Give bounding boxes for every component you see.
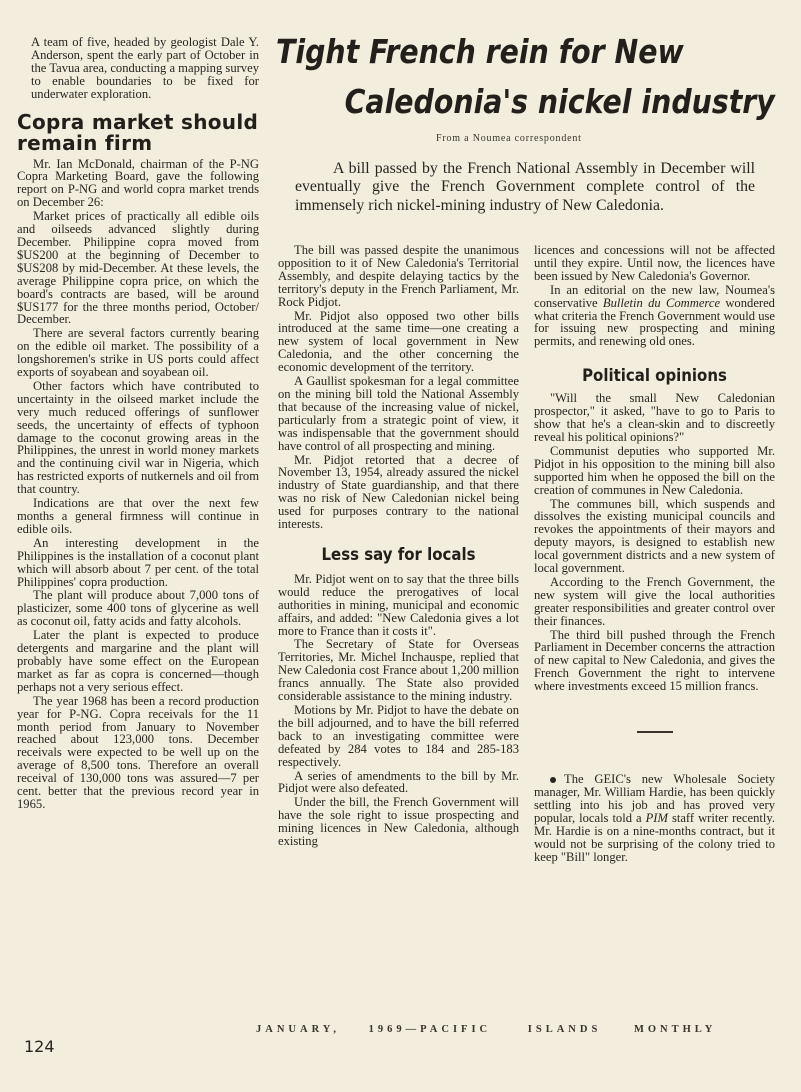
copra-article-body <box>17 158 259 811</box>
article-paragraph: The bill was passed despite the unanimous opposition to it of New Caledonia's Territorial Assembly, and despite delaying tactics by the territory's deputy in the French Parliament, Mr. Rock Pidjot. <box>278 243 519 309</box>
geic-brief <box>534 773 775 863</box>
page-number: 124 <box>24 1037 55 1056</box>
article-paragraph: A Gaullist spokesman for a legal committee on the mining bill told the National Assembly that because of the increasing value of nickel, particularly from a strategic point of view, it was indispensable that the government should have control of all prospecting and mining. <box>278 374 519 453</box>
article-paragraph: According to the French Government, the new system will give the local authorities greater responsibilities and greater control over their finances. <box>534 574 775 628</box>
article-paragraph: The Secretary of State for Overseas Territories, Mr. Michel Inchauspe, replied that New Caledonia cost France about 1,200 million francs annually. The State also provided considerable assistance to the mining industry. <box>278 637 519 704</box>
footer-dash: — <box>405 1024 421 1035</box>
article-paragraph: Mr. Pidjot went on to say that the three bills would reduce the prerogatives of local authorities in mining, municipal and economic affairs, and added: "New Caledonia gives a lot more to France than it costs it". <box>278 571 519 638</box>
article-paragraph: Communist deputies who supported Mr. Pidjot in his opposition to the mining bill also supported him when he opposed the bill on the creation of communes in New Caledonia. <box>534 443 775 497</box>
copra-paragraph: Indications are that over the next few months a general firmness will continue in edible oils. <box>17 496 259 536</box>
article-title <box>276 32 776 122</box>
article-paragraph: Mr. Pidjot retorted that a decree of November 13, 1954, already assured the nickel industry of State guardianship, and that there was no risk of New Caledonian nickel being used for purposes contrary to the national interests. <box>278 452 519 532</box>
copra-paragraph: The year 1968 has been a record production year for P-NG. Copra receivals for the 11 month period from January to November reached about 123,000 tons. December receivals were expected to be well up on the average of 8,500 tons. Therefore an overall receival of 130,000 tons was assured—7 per cent. better that the previous record year in 1965. <box>17 693 259 811</box>
copra-heading: Copra market should remain firm <box>17 109 259 155</box>
bullet-icon <box>550 777 556 783</box>
footer-year: 1969 <box>368 1024 406 1035</box>
brief-text-a: The GEIC's new Wholesale Society manager, Mr. William Hardie, has been quickly settling into his job and has proved very popular, locals told a <box>534 772 775 825</box>
subhead-less-say: Less say for locals <box>321 544 476 565</box>
copra-paragraph: Mr. Ian McDonald, chairman of the P-NG Copra Marketing Board, gave the following report on P-NG and world copra market trends on December 26: <box>17 156 259 210</box>
article-paragraph: A series of amendments to the bill by Mr. Pidjot were also defeated. <box>278 768 519 796</box>
copra-paragraph: Market prices of practically all edible oils and oilseeds advanced slightly during December. Philippine copra moved from $US200 at the beginning of December to $US208 by mid-December. At these levels, the average Philippine copra price, on which the board's contracts are based, will be around $US177 for the three months period, October/ December. <box>17 209 259 327</box>
editorial-text-a: In an editorial on the new law, Noumea's conservative <box>534 282 775 310</box>
footer-month: JANUARY, <box>256 1024 341 1035</box>
article-paragraph: Mr. Pidjot also opposed two other bills introduced at the same time—one creating a new system of local government in New Caledonia, and the other concerning the economic development of the territory. <box>278 308 519 375</box>
footer-islands: ISLANDS <box>527 1024 602 1035</box>
right-column <box>534 244 775 863</box>
pim-abbrev: PIM <box>645 810 668 825</box>
copra-paragraph: There are several factors currently bearing on the edible oil market. The possibility of a longshoremen's strike in US ports could affect exports of soyabean and soyabean oil. <box>17 326 259 380</box>
brief-text-b: staff writer recently. Mr. Hardie is on a nine-months contract, but it would not be surprising of the colony tried to keep "Bill" longer. <box>534 810 775 864</box>
subhead-political: Political opinions <box>582 366 727 387</box>
copra-paragraph: The plant will produce about 7,000 tons of plasticizer, some 400 tons of glycerine as well as coconut oil, fatty acids and fatty alcohols. <box>17 588 259 629</box>
page-footer <box>256 1024 780 1035</box>
footer-monthly: MONTHLY <box>633 1024 717 1035</box>
article-paragraph: "Will the small New Caledonian prospector," it asked, "have to go to Paris to show that he's a clean-skin and to discreetly reveal his political opinions?" <box>534 391 775 444</box>
editorial-text-b: wondered what criteria the French Government would use for issuing new prospecting and mining permits, and renewing old ones. <box>534 295 775 349</box>
copra-paragraph: Other factors which have contributed to uncertainty in the oilseed market include the very much reduced offerings of sunflower seeds, the uncertainty of effects of typhoon damage to the coconut growing areas in the Philippines, the unrest in world money markets and the continuing civil war in Nigeria, which has restricted exports of nutkernels and oil from that country. <box>17 378 259 497</box>
article-paragraph-continued: licences and concessions will not be affected until they expire. Until now, the licences have been issued by New Caledonia's Governor. <box>534 243 775 283</box>
article-paragraph: The communes bill, which suspends and dissolves the existing municipal councils and revokes the appointments of their mayors and deputy mayors, is designed to establish new local government districts and a new system of local government. <box>534 496 775 576</box>
copra-paragraph: An interesting development in the Philippines is the installation of a coconut plant which will absorb about 7 per cent. of the total Philippines' copra production. <box>17 535 259 589</box>
copra-paragraph: Later the plant is expected to produce detergents and margarine and the plant will probably have some effect on the European market as far as copra is concerned—though perhaps not a very serious effect. <box>17 628 259 694</box>
footer-pacific: PACIFIC <box>420 1024 492 1035</box>
article-intro: A bill passed by the French National Assembly in December will eventually give the French Government complete control of the immensely rich nickel-mining industry of New Caledonia. <box>295 160 755 214</box>
section-divider <box>637 731 673 733</box>
fiji-survey-note: A team of five, headed by geologist Dale Y. Anderson, spent the early part of October in the Tavua area, conducting a mapping survey to enable boundaries to be fixed for underwater exploration. <box>31 35 259 101</box>
article-title-line2: Caledonia's nickel industry <box>344 82 775 121</box>
article-paragraph: The third bill pushed through the French Parliament in December concerns the attraction of new capital to New Caledonia, and gives the French Government the right to intervene where investments exceed 15 million francs. <box>534 627 775 694</box>
middle-column <box>278 244 519 848</box>
editorial-paragraph <box>534 284 775 349</box>
left-column <box>17 36 259 811</box>
article-paragraph: Motions by Mr. Pidjot to have the debate on the bill adjourned, and to have the bill referred back to an investigating committee were defeated by 284 votes to 184 and 285-183 respectively. <box>278 703 519 769</box>
publication-name: Bulletin du Commerce <box>602 295 721 310</box>
dateline: From a Noumea correspondent <box>436 133 582 144</box>
article-title-line1: Tight French rein for New <box>276 32 684 71</box>
article-paragraph: Under the bill, the French Government will have the sole right to issue prospecting and mining licences in New Caledonia, although existing <box>278 795 519 849</box>
